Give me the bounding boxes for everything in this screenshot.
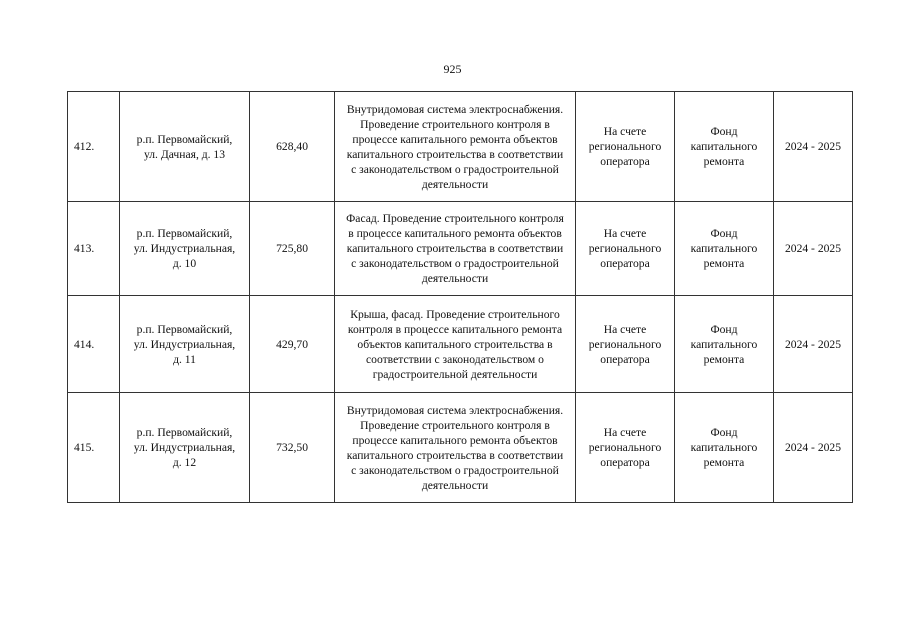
area-cell: 429,70	[250, 296, 335, 393]
account-cell: На счете регионального оператора	[576, 92, 675, 202]
address-line: р.п. Первомайский,	[136, 426, 233, 439]
address-line: ул. Индустриальная,	[133, 242, 236, 255]
work-description-cell	[335, 202, 576, 296]
address-cell	[120, 393, 250, 503]
page-number: 925	[443, 62, 462, 76]
row-number: 414.	[68, 296, 120, 393]
work-description: Фасад. Проведение строительного контроля в процессе капитального ремонта объектов капитального строительства в соответствии с законодательством о градостроительной деятельности	[346, 212, 564, 285]
area-cell: 732,50	[250, 393, 335, 503]
period-cell: 2024 - 2025	[774, 393, 853, 503]
work-description-cell	[335, 92, 576, 202]
address-line: ул. Дачная, д. 13	[143, 147, 226, 161]
period-cell: 2024 - 2025	[774, 296, 853, 393]
table-row	[68, 92, 853, 202]
address-line: ул. Индустриальная,	[133, 337, 236, 351]
work-description-cell	[335, 296, 576, 393]
address-line: р.п. Первомайский,	[136, 227, 233, 240]
account-cell: На счете регионального оператора	[576, 202, 675, 296]
address-cell	[120, 202, 250, 296]
account-cell: На счете регионального оператора	[576, 296, 675, 393]
area-cell: 725,80	[250, 202, 335, 296]
work-description: Внутридомовая система электроснабжения. Проведение строительного контроля в процессе капитального ремонта объектов капитального строительства в соответствии с законодательством о градостроительной деятельности	[346, 403, 564, 492]
work-description: Внутридомовая система электроснабжения. Проведение строительного контроля в процессе капитального ремонта объектов капитального строительства в соответствии с законодательством о градостроительной деятельности	[346, 102, 564, 191]
table-row	[68, 393, 853, 503]
area-cell: 628,40	[250, 92, 335, 202]
address-line: р.п. Первомайский,	[136, 322, 233, 336]
address-cell	[120, 92, 250, 202]
address-line: д. 11	[173, 352, 196, 366]
address-line: д. 12	[172, 456, 197, 469]
capital-repair-table	[67, 91, 853, 503]
table-row	[68, 202, 853, 296]
row-number: 413.	[68, 202, 120, 296]
fund-cell: Фонд капитального ремонта	[675, 393, 774, 503]
address-line: р.п. Первомайский,	[136, 132, 233, 146]
fund-cell: Фонд капитального ремонта	[675, 202, 774, 296]
period-cell: 2024 - 2025	[774, 92, 853, 202]
work-description-cell	[335, 393, 576, 503]
work-description: Крыша, фасад. Проведение строительного контроля в процессе капитального ремонта объектов капитального строительства в соответствии с законодательством о градостроительной деятельности	[347, 307, 563, 381]
row-number: 415.	[68, 393, 120, 503]
account-cell: На счете регионального оператора	[576, 393, 675, 503]
period-cell: 2024 - 2025	[774, 202, 853, 296]
address-line: д. 10	[172, 257, 197, 270]
address-line: ул. Индустриальная,	[133, 441, 236, 454]
address-cell	[120, 296, 250, 393]
fund-cell: Фонд капитального ремонта	[675, 92, 774, 202]
table-row	[68, 296, 853, 393]
fund-cell: Фонд капитального ремонта	[675, 296, 774, 393]
row-number: 412.	[68, 92, 120, 202]
